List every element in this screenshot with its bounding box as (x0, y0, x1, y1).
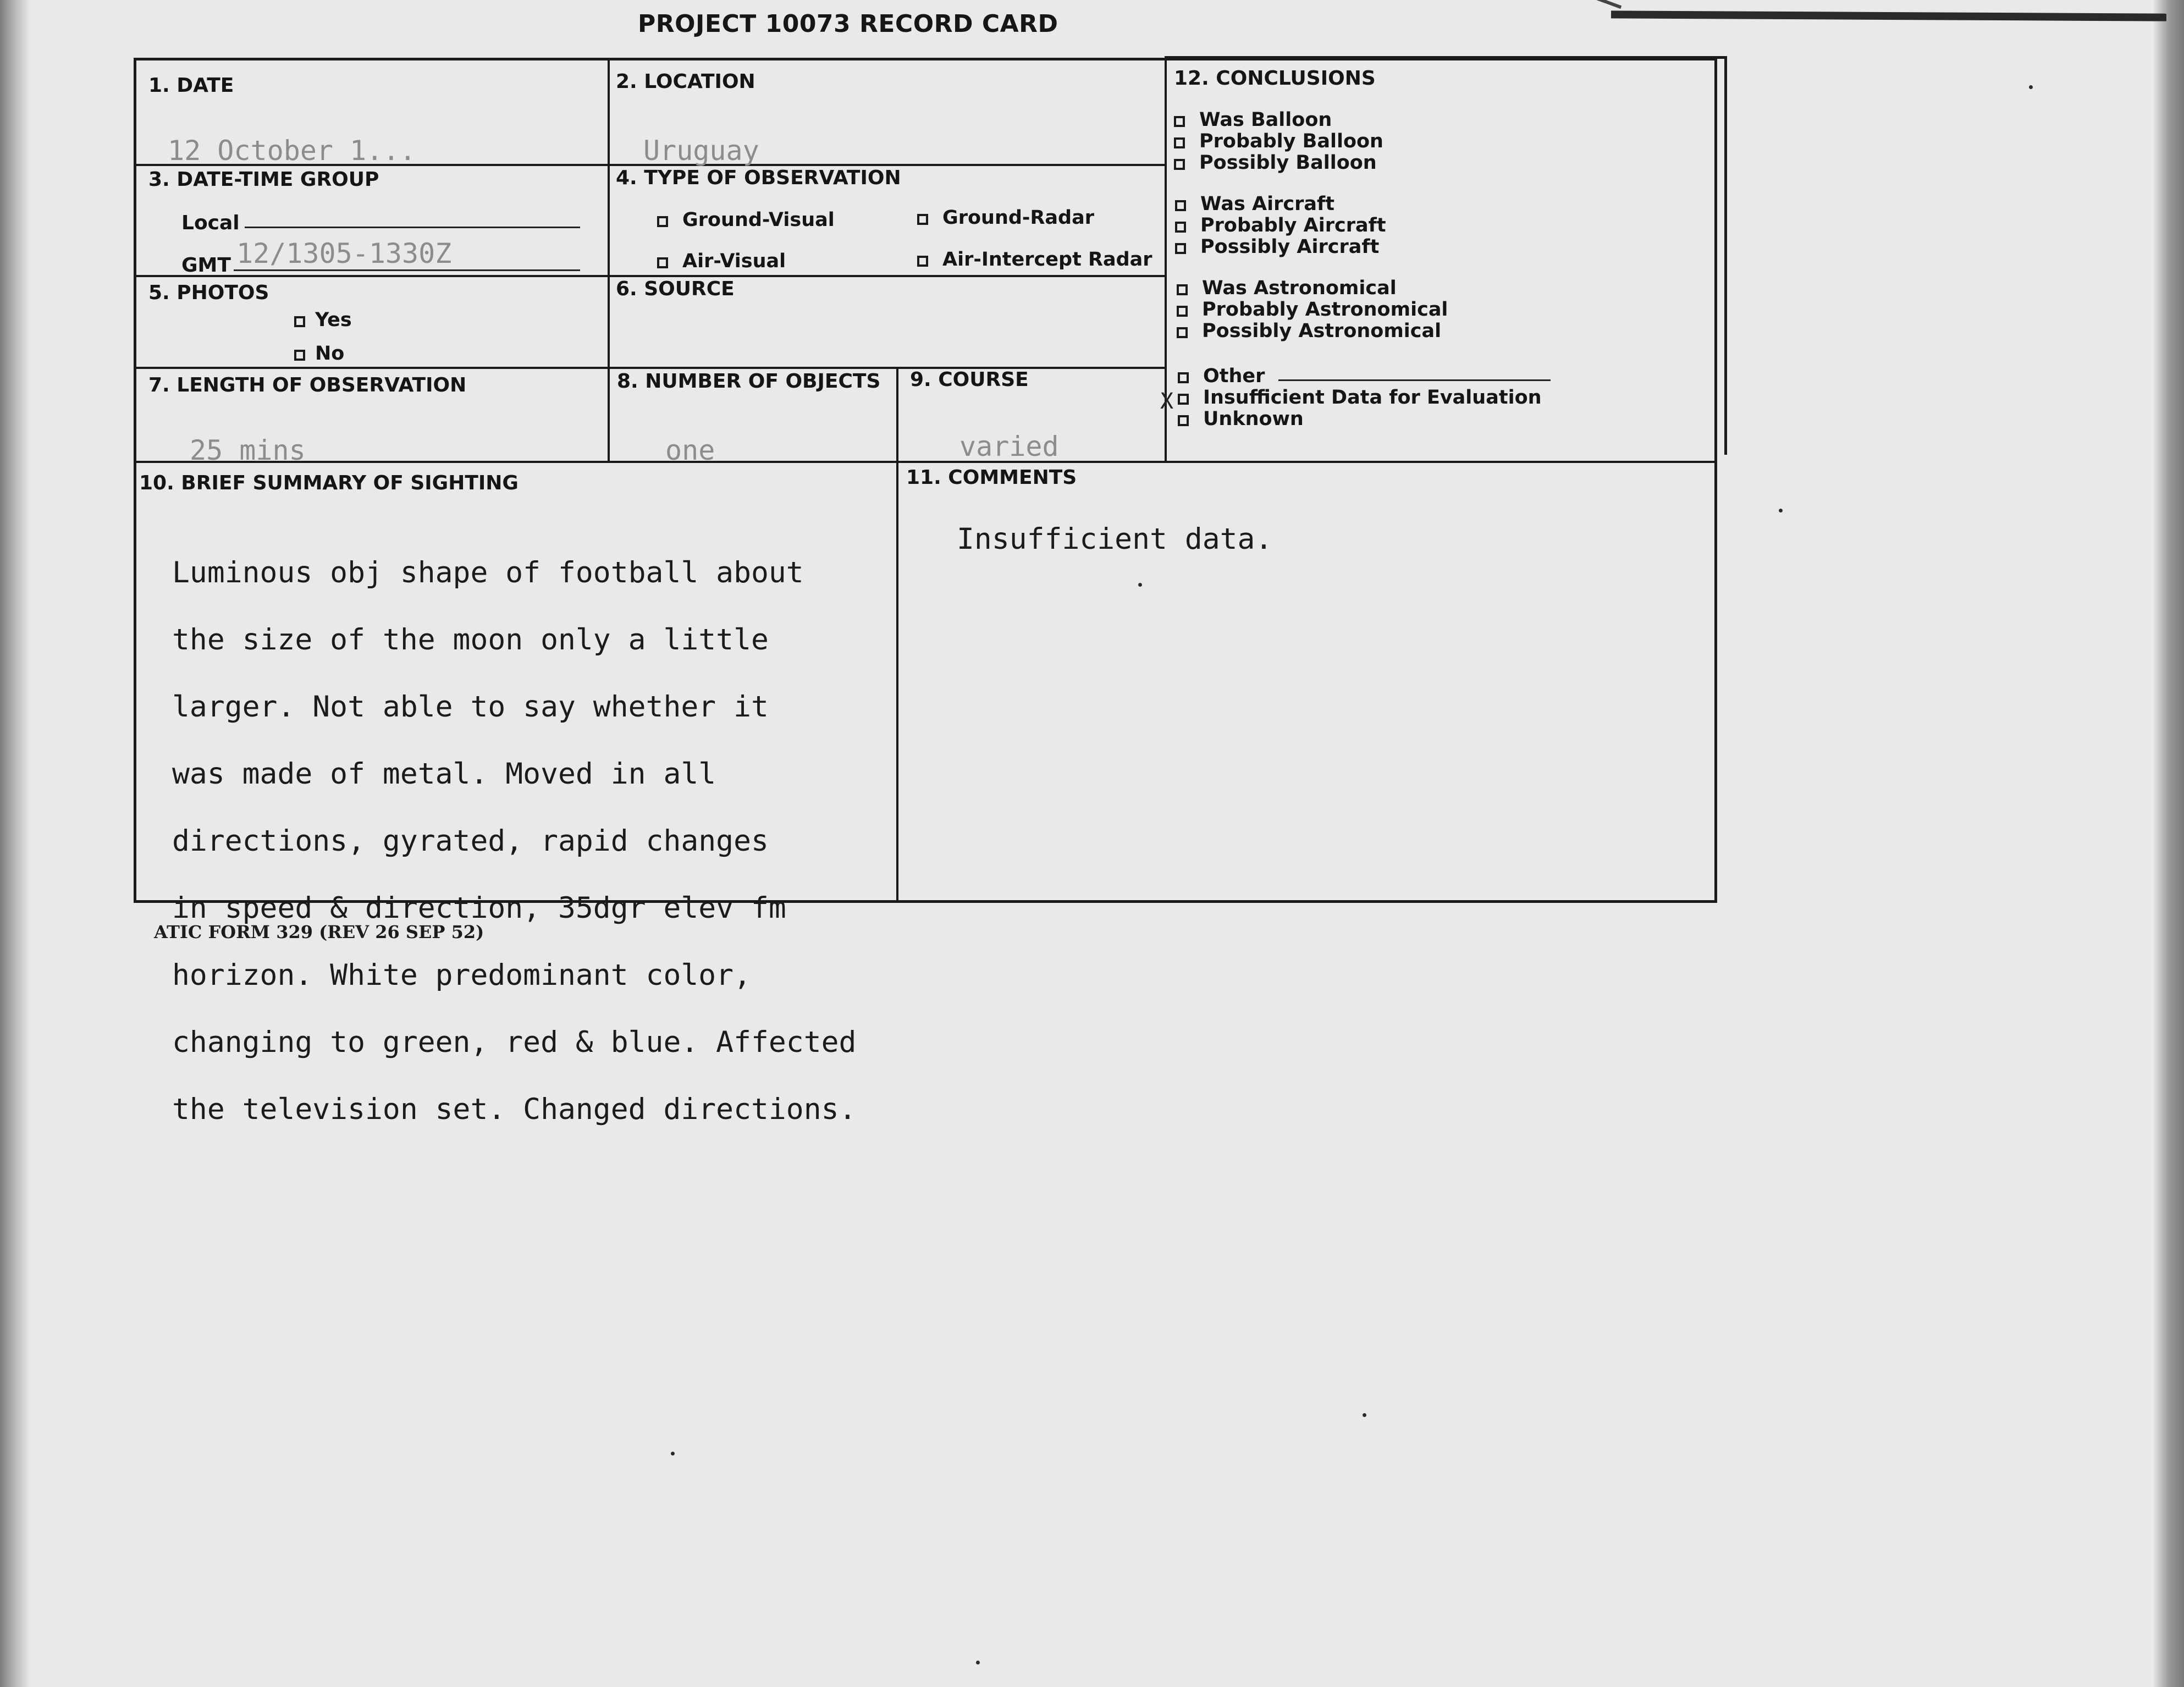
conclusion-possibly-astronomical[interactable]: Possibly Astronomical (1177, 320, 1441, 342)
film-speck (671, 1452, 675, 1456)
photos-yes-option[interactable]: Yes (294, 309, 352, 331)
checkbox-icon (294, 316, 305, 327)
option-air-intercept-radar[interactable]: Air-Intercept Radar (917, 249, 1152, 271)
checkbox-icon (1177, 327, 1188, 338)
photo-edge-mark (1590, 0, 1622, 9)
checkbox-icon (917, 256, 928, 267)
conclusion-was-balloon[interactable]: Was Balloon (1174, 109, 1332, 131)
photos-no-option[interactable]: No (294, 343, 344, 365)
checkbox-icon (1178, 394, 1189, 405)
checkbox-icon (1174, 137, 1185, 148)
comments-value: Insufficient data. (957, 522, 1273, 556)
conclusion-possibly-aircraft[interactable]: Possibly Aircraft (1175, 236, 1379, 258)
conclusion-probably-astronomical[interactable]: Probably Astronomical (1177, 299, 1448, 321)
course-label: 9. COURSE (910, 368, 1029, 391)
conclusion-was-astronomical[interactable]: Was Astronomical (1177, 277, 1397, 299)
film-speck (1779, 509, 1783, 512)
other-line (1278, 379, 1551, 381)
film-speck (976, 1661, 980, 1664)
checkbox-icon (1178, 372, 1189, 383)
form-identifier: ATIC FORM 329 (REV 26 SEP 52) (154, 922, 484, 942)
photo-edge-line (1611, 10, 2166, 21)
checkbox-icon (1175, 222, 1186, 233)
card-title: PROJECT 10073 RECORD CARD (638, 10, 1058, 38)
rule-col-a (608, 60, 610, 461)
conclusion-insufficient-data[interactable]: Insufficient Data for Evaluation (1178, 387, 1542, 409)
source-label: 6. SOURCE (616, 278, 735, 300)
checkbox-icon (1177, 284, 1188, 295)
rule-row4 (136, 461, 1714, 463)
objects-label: 8. NUMBER OF OBJECTS (617, 370, 881, 393)
dtg-gmt-line (234, 269, 580, 271)
photos-label: 5. PHOTOS (148, 282, 269, 304)
summary-line: changing to green, red & blue. Affected (172, 1026, 857, 1059)
checkbox-icon (657, 257, 668, 268)
checkbox-icon (657, 216, 668, 227)
checkbox-icon (1177, 306, 1188, 317)
checkbox-icon (1175, 243, 1186, 254)
film-speck (2029, 85, 2033, 89)
location-label: 2. LOCATION (616, 70, 755, 93)
option-ground-visual[interactable]: Ground-Visual (657, 209, 835, 231)
film-speck (1363, 1413, 1366, 1417)
checkbox-icon (1174, 116, 1185, 127)
conclusion-unknown[interactable]: Unknown (1178, 408, 1304, 430)
dtg-local-label: Local (181, 212, 240, 234)
checkbox-icon (1175, 200, 1186, 211)
summary-line: was made of metal. Moved in all (172, 757, 716, 791)
dtg-label: 3. DATE-TIME GROUP (148, 168, 379, 191)
summary-text (172, 522, 856, 1160)
checkbox-icon (1174, 159, 1185, 170)
length-value: 25 mins (190, 434, 306, 466)
location-value: Uruguay (643, 135, 759, 167)
comments-label: 11. COMMENTS (906, 466, 1077, 489)
date-label: 1. DATE (148, 74, 234, 97)
observation-type-label: 4. TYPE OF OBSERVATION (616, 167, 901, 189)
dtg-local-line (245, 227, 580, 228)
summary-line: larger. Not able to say whether it (172, 690, 769, 724)
conclusions-label: 12. CONCLUSIONS (1174, 67, 1376, 90)
conclusion-was-aircraft[interactable]: Was Aircraft (1175, 193, 1334, 215)
rule-col-c (896, 368, 898, 901)
summary-line: directions, gyrated, rapid changes (172, 824, 769, 858)
option-ground-radar[interactable]: Ground-Radar (917, 207, 1094, 229)
checkbox-icon (1178, 415, 1189, 426)
checkbox-icon (917, 214, 928, 225)
summary-line: horizon. White predominant color, (172, 958, 751, 992)
dtg-gmt-label: GMT (181, 254, 231, 277)
objects-value: one (665, 434, 715, 466)
summary-line: in speed & direction, 35dgr elev fm (172, 891, 786, 925)
conclusion-other[interactable]: Other (1178, 365, 1265, 387)
course-value: varied (959, 431, 1059, 462)
conclusion-possibly-balloon[interactable]: Possibly Balloon (1174, 152, 1377, 174)
checked-mark: X (1160, 389, 1174, 414)
dtg-gmt-value: 12/1305-1330Z (236, 238, 452, 269)
rule-row2 (136, 275, 1165, 277)
conclusion-probably-balloon[interactable]: Probably Balloon (1174, 130, 1383, 152)
length-label: 7. LENGTH OF OBSERVATION (148, 374, 467, 396)
summary-line: Luminous obj shape of football about (172, 556, 804, 589)
summary-line: the television set. Changed directions. (172, 1093, 857, 1126)
checkbox-icon (294, 350, 305, 361)
option-air-visual[interactable]: Air-Visual (657, 250, 786, 272)
film-speck (1138, 583, 1142, 587)
date-value: 12 October 1... (168, 135, 416, 167)
conclusion-probably-aircraft[interactable]: Probably Aircraft (1175, 214, 1386, 236)
summary-label: 10. BRIEF SUMMARY OF SIGHTING (139, 472, 519, 494)
summary-line: the size of the moon only a little (172, 623, 769, 657)
